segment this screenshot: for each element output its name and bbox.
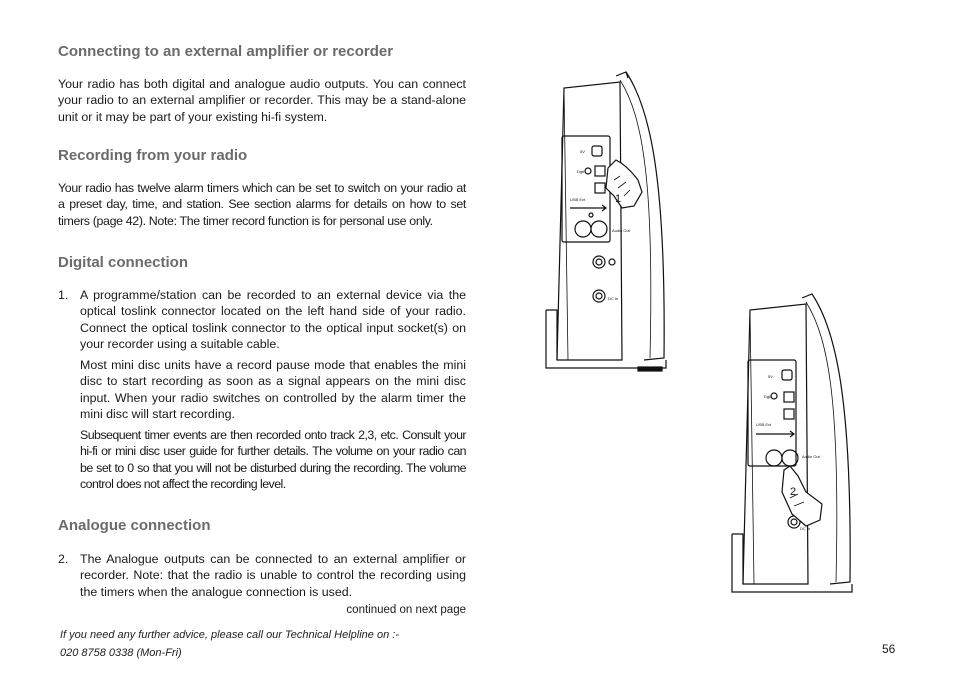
paragraph-digital-3: Subsequent timer events are then recorded onto track 2,3, etc. Consult your hi-fi or mini disc user guide for further details. The volume on your radio can be set to 0 so that you will not be disturbed during the recording. The volume control does not affect the recording level. xyxy=(80,428,466,492)
svg-text:5V: 5V xyxy=(768,374,773,379)
svg-text:DC In: DC In xyxy=(608,296,619,301)
helpline-text: If you need any further advice, please call our Technical Helpline on :- xyxy=(60,629,399,641)
svg-text:DC In: DC In xyxy=(800,526,811,531)
heading-amplifier: Connecting to an external amplifier or recorder xyxy=(58,43,394,60)
paragraph-analogue: The Analogue outputs can be connected to an external amplifier or recorder. Note: that the radio is unable to control the recording using the timers when the analogue connection is used. xyxy=(80,552,466,599)
paragraph-amplifier: Your radio has both digital and analogue audio outputs. You can connect your radio to an external amplifier or recorder. This may be a stand-alone unit or it may be part of your existing hi-fi system. xyxy=(58,77,466,124)
radio-side-figure-analogue xyxy=(726,292,871,598)
item-number-1: 1. xyxy=(58,288,69,302)
svg-text:Audio Out: Audio Out xyxy=(802,454,820,459)
heading-analogue: Analogue connection xyxy=(58,517,211,534)
svg-text:Dgtl: Dgtl xyxy=(577,169,585,174)
paragraph-recording: Your radio has twelve alarm timers which can be set to switch on your radio at a preset day, time, and station. See section alarms for details on how to set timers (page 42). Note: The timer record function is for personal use only. xyxy=(58,181,466,228)
radio-side-figure-digital xyxy=(540,68,685,374)
svg-text:USB Ext: USB Ext xyxy=(570,197,586,202)
item-number-2: 2. xyxy=(58,552,69,566)
svg-text:5V: 5V xyxy=(580,149,585,154)
continued-note: continued on next page xyxy=(346,604,466,616)
paragraph-digital-2: Most mini disc units have a record pause mode that enables the mini disc to start recording as soon as a signal appears on the mini disc input. When your radio switches on controlled by the alarm timer the mini disc will start recording. xyxy=(80,358,466,422)
heading-digital: Digital connection xyxy=(58,254,189,271)
helpline-number: 020 8758 0338 (Mon-Fri) xyxy=(60,647,182,659)
callout-1: 1 xyxy=(615,193,622,205)
svg-text:Audio Out: Audio Out xyxy=(612,228,630,233)
page-number: 56 xyxy=(882,642,896,656)
heading-recording: Recording from your radio xyxy=(58,147,248,164)
paragraph-digital-1: A programme/station can be recorded to an external device via the optical toslink connector located on the left hand side of your radio. Connect the optical toslink connector to the optical input socket(s) on your recorder using a suitable cable. xyxy=(80,288,466,352)
svg-text:Dgtl: Dgtl xyxy=(764,394,772,399)
svg-text:USB Ext: USB Ext xyxy=(756,422,772,427)
callout-2: 2 xyxy=(790,486,797,498)
